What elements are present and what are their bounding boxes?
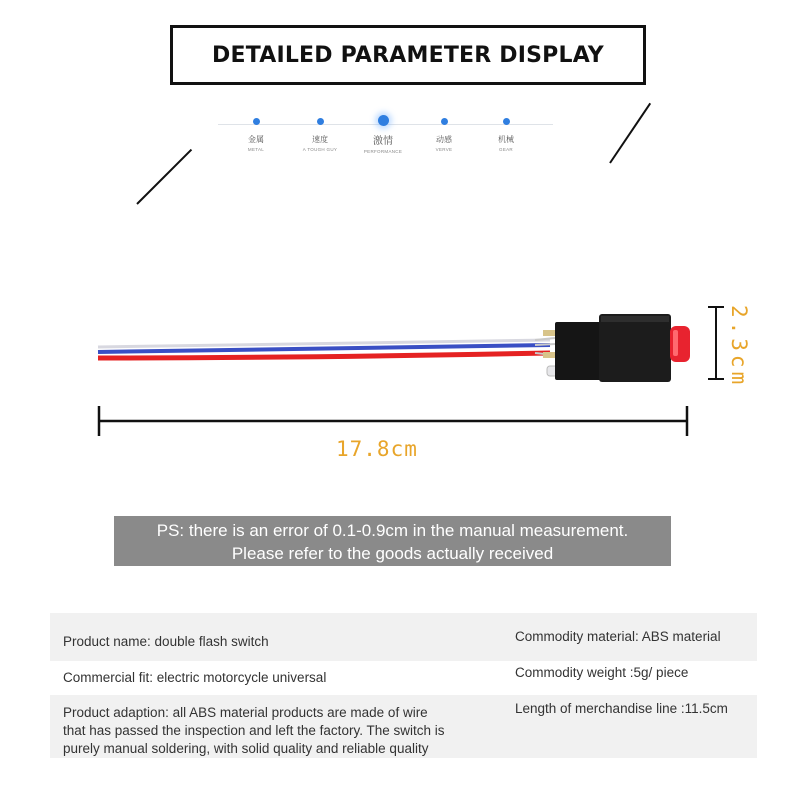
red-wire: [98, 353, 550, 358]
param-commercial-fit: Commercial fit: electric motorcycle universal: [63, 670, 327, 685]
measurement-note: [114, 516, 671, 566]
nav-item-cn: 速度: [312, 135, 328, 144]
note-line-1: PS: there is an error of 0.1-0.9cm in the manual measurement.: [156, 521, 629, 540]
length-label: 17.8cm: [336, 437, 418, 461]
note-line-2: Please refer to the goods actually received: [231, 544, 554, 563]
left-diagonal-line: [136, 149, 192, 205]
nav-item-mechanical: [466, 118, 546, 152]
param-weight: Commodity weight :5g/ piece: [515, 665, 689, 680]
param-material: Commodity material: ABS material: [515, 629, 721, 644]
param-product-name: Product name: double flash switch: [63, 634, 269, 649]
nav-dot-active-icon: [378, 115, 389, 126]
page-title: DETAILED PARAMETER DISPLAY: [212, 42, 604, 68]
nav-dot-icon: [503, 118, 510, 125]
nav-dot-icon: [441, 118, 448, 125]
param-adaption-line-3: purely manual soldering, with solid quality and reliable quality: [63, 741, 429, 756]
height-dimension-bracket: [706, 305, 726, 381]
param-adaption-line-1: Product adaption: all ABS material products are made of wire: [63, 705, 428, 720]
terminal-pin: [543, 330, 557, 336]
product-image: [95, 300, 715, 400]
nav-item-cn: 机械: [498, 135, 514, 144]
nav-item-en: GEAR: [499, 147, 513, 152]
right-diagonal-line: [609, 103, 651, 164]
nav-dot-icon: [317, 118, 324, 125]
nav-item-en: VERVE: [435, 147, 453, 152]
title-box: [170, 25, 646, 85]
switch-housing-highlight: [601, 316, 669, 322]
switch-housing-rear: [555, 322, 603, 380]
nav-item-cn: 金属: [248, 135, 264, 144]
nav-item-en: PERFORMANCE: [363, 149, 403, 154]
nav-item-en: METAL: [247, 147, 265, 152]
nav-dot-icon: [253, 118, 260, 125]
param-adaption-line-2: that has passed the inspection and left the factory. The switch is: [63, 723, 445, 738]
terminal-pin: [543, 352, 557, 358]
switch-housing-front: [599, 314, 671, 382]
param-line-length: Length of merchandise line :11.5cm: [515, 701, 728, 716]
parameters-table: [50, 613, 757, 758]
nav-item-cn: 动感: [436, 135, 452, 144]
length-dimension-bracket: [95, 404, 695, 438]
red-button-shine: [673, 330, 678, 356]
nav-item-cn: 激情: [373, 136, 393, 147]
nav-item-en: A TOUGH GUY: [302, 147, 338, 152]
height-label: 2.3cm: [727, 305, 751, 389]
